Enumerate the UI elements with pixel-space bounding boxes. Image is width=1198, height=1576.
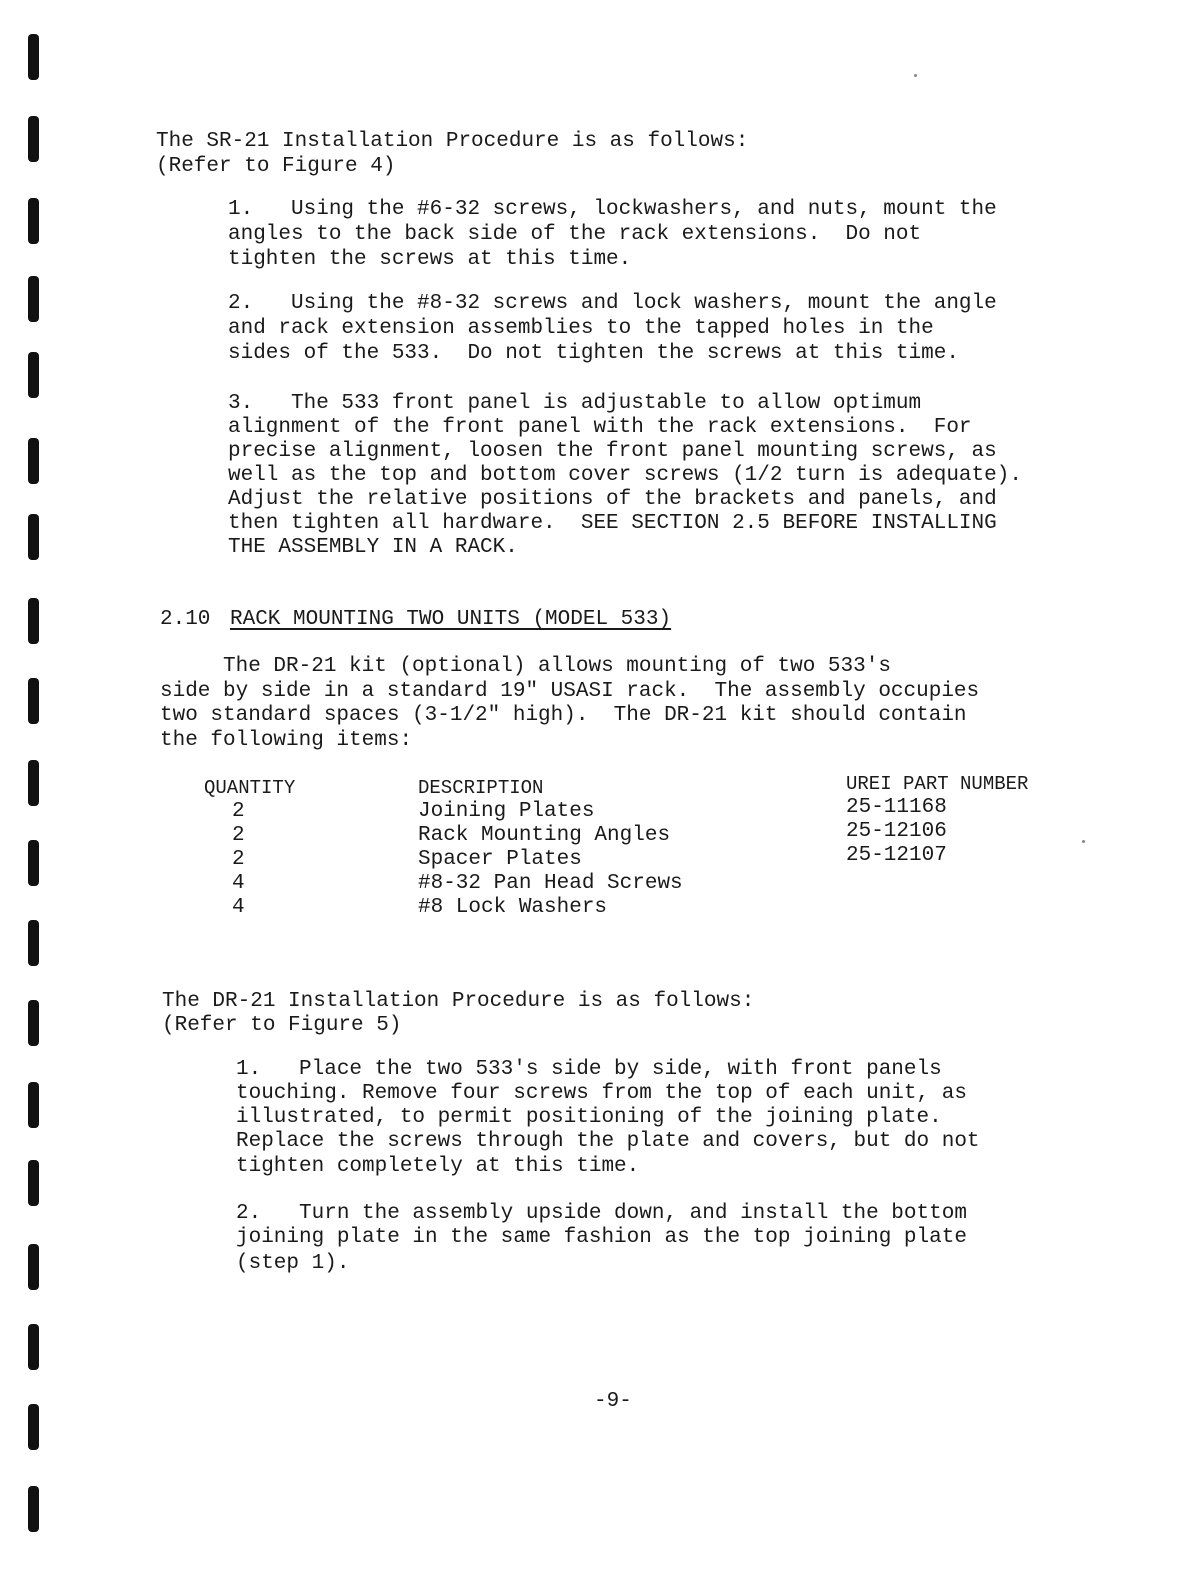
quantity-cell: 2 [232, 824, 245, 847]
text-line: touching. Remove four screws from the top of each unit, as [236, 1082, 967, 1105]
binder-hole [28, 598, 39, 644]
binder-hole [28, 1000, 39, 1046]
binder-hole [28, 1404, 39, 1450]
table-header-quantity: QUANTITY [204, 777, 296, 799]
text-line: two standard spaces (3-1/2" high). The DR-21 kit should contain [160, 704, 967, 727]
binder-hole [28, 198, 39, 244]
binder-hole [28, 514, 39, 560]
text-line: joining plate in the same fashion as the top joining plate [236, 1226, 967, 1249]
binder-hole [28, 840, 39, 886]
text-line: well as the top and bottom cover screws (1/2 turn is adequate). [228, 464, 1022, 487]
binder-hole [28, 34, 39, 80]
quantity-cell: 2 [232, 800, 245, 823]
text-line: side by side in a standard 19" USASI rack. The assembly occupies [160, 680, 980, 703]
text-line: 2. Turn the assembly upside down, and install the bottom [236, 1202, 967, 1225]
binder-hole [28, 352, 39, 398]
text-line: tighten completely at this time. [236, 1155, 640, 1178]
text-line: 2. Using the #8-32 screws and lock washers, mount the angle [228, 292, 997, 315]
description-cell: Spacer Plates [418, 848, 582, 871]
text-line: angles to the back side of the rack extensions. Do not [228, 223, 922, 246]
binder-hole [28, 1486, 39, 1532]
text-line: and rack extension assemblies to the tapped holes in the [228, 317, 934, 340]
description-cell: #8-32 Pan Head Screws [418, 872, 683, 895]
binder-hole [28, 276, 39, 322]
binder-hole [28, 1324, 39, 1370]
text-line: Adjust the relative positions of the brackets and panels, and [228, 488, 997, 511]
sr21-figure-ref: (Refer to Figure 4) [156, 155, 396, 178]
text-line: illustrated, to permit positioning of the joining plate. [236, 1106, 942, 1129]
quantity-cell: 4 [232, 896, 245, 919]
binder-hole [28, 438, 39, 484]
section-title: RACK MOUNTING TWO UNITS (MODEL 533) [230, 608, 672, 631]
binder-hole [28, 1160, 39, 1206]
text-line: 1. Place the two 533's side by side, with front panels [236, 1058, 942, 1081]
binder-hole [28, 678, 39, 724]
table-header-description: DESCRIPTION [418, 777, 544, 799]
part-number-cell: 25-12107 [846, 844, 947, 867]
binder-holes [0, 0, 60, 1576]
text-line: 1. Using the #6-32 screws, lockwashers, and nuts, mount the [228, 198, 997, 221]
description-cell: #8 Lock Washers [418, 896, 608, 919]
description-cell: Rack Mounting Angles [418, 824, 671, 847]
binder-hole [28, 116, 39, 162]
binder-hole [28, 760, 39, 806]
binder-hole [28, 1082, 39, 1128]
text-line: alignment of the front panel with the rack extensions. For [228, 416, 972, 439]
text-line: Replace the screws through the plate and covers, but do not [236, 1130, 980, 1153]
dr21-heading: The DR-21 Installation Procedure is as follows: [162, 990, 755, 1013]
text-line: tighten the screws at this time. [228, 248, 632, 271]
text-line: 3. The 533 front panel is adjustable to allow optimum [228, 392, 922, 415]
speck [1082, 840, 1085, 843]
section-number: 2.10 [160, 608, 211, 631]
quantity-cell: 2 [232, 848, 245, 871]
page-number: -9- [594, 1390, 632, 1413]
part-number-cell: 25-12106 [846, 820, 947, 843]
table-header-part-number: UREI PART NUMBER [846, 773, 1029, 795]
text-line: the following items: [160, 729, 413, 752]
speck [914, 74, 917, 77]
text-line: (step 1). [236, 1252, 350, 1275]
text-line: The DR-21 kit (optional) allows mounting of two 533's [160, 655, 891, 678]
quantity-cell: 4 [232, 872, 245, 895]
sr21-heading: The SR-21 Installation Procedure is as follows: [156, 130, 749, 153]
dr21-figure-ref: (Refer to Figure 5) [162, 1014, 402, 1037]
text-line: precise alignment, loosen the front panel mounting screws, as [228, 440, 997, 463]
text-line: sides of the 533. Do not tighten the screws at this time. [228, 342, 959, 365]
text-line: then tighten all hardware. SEE SECTION 2.5 BEFORE INSTALLING [228, 512, 997, 535]
binder-hole [28, 920, 39, 966]
part-number-cell: 25-11168 [846, 796, 947, 819]
description-cell: Joining Plates [418, 800, 595, 823]
text-line: THE ASSEMBLY IN A RACK. [228, 536, 518, 559]
binder-hole [28, 1244, 39, 1290]
